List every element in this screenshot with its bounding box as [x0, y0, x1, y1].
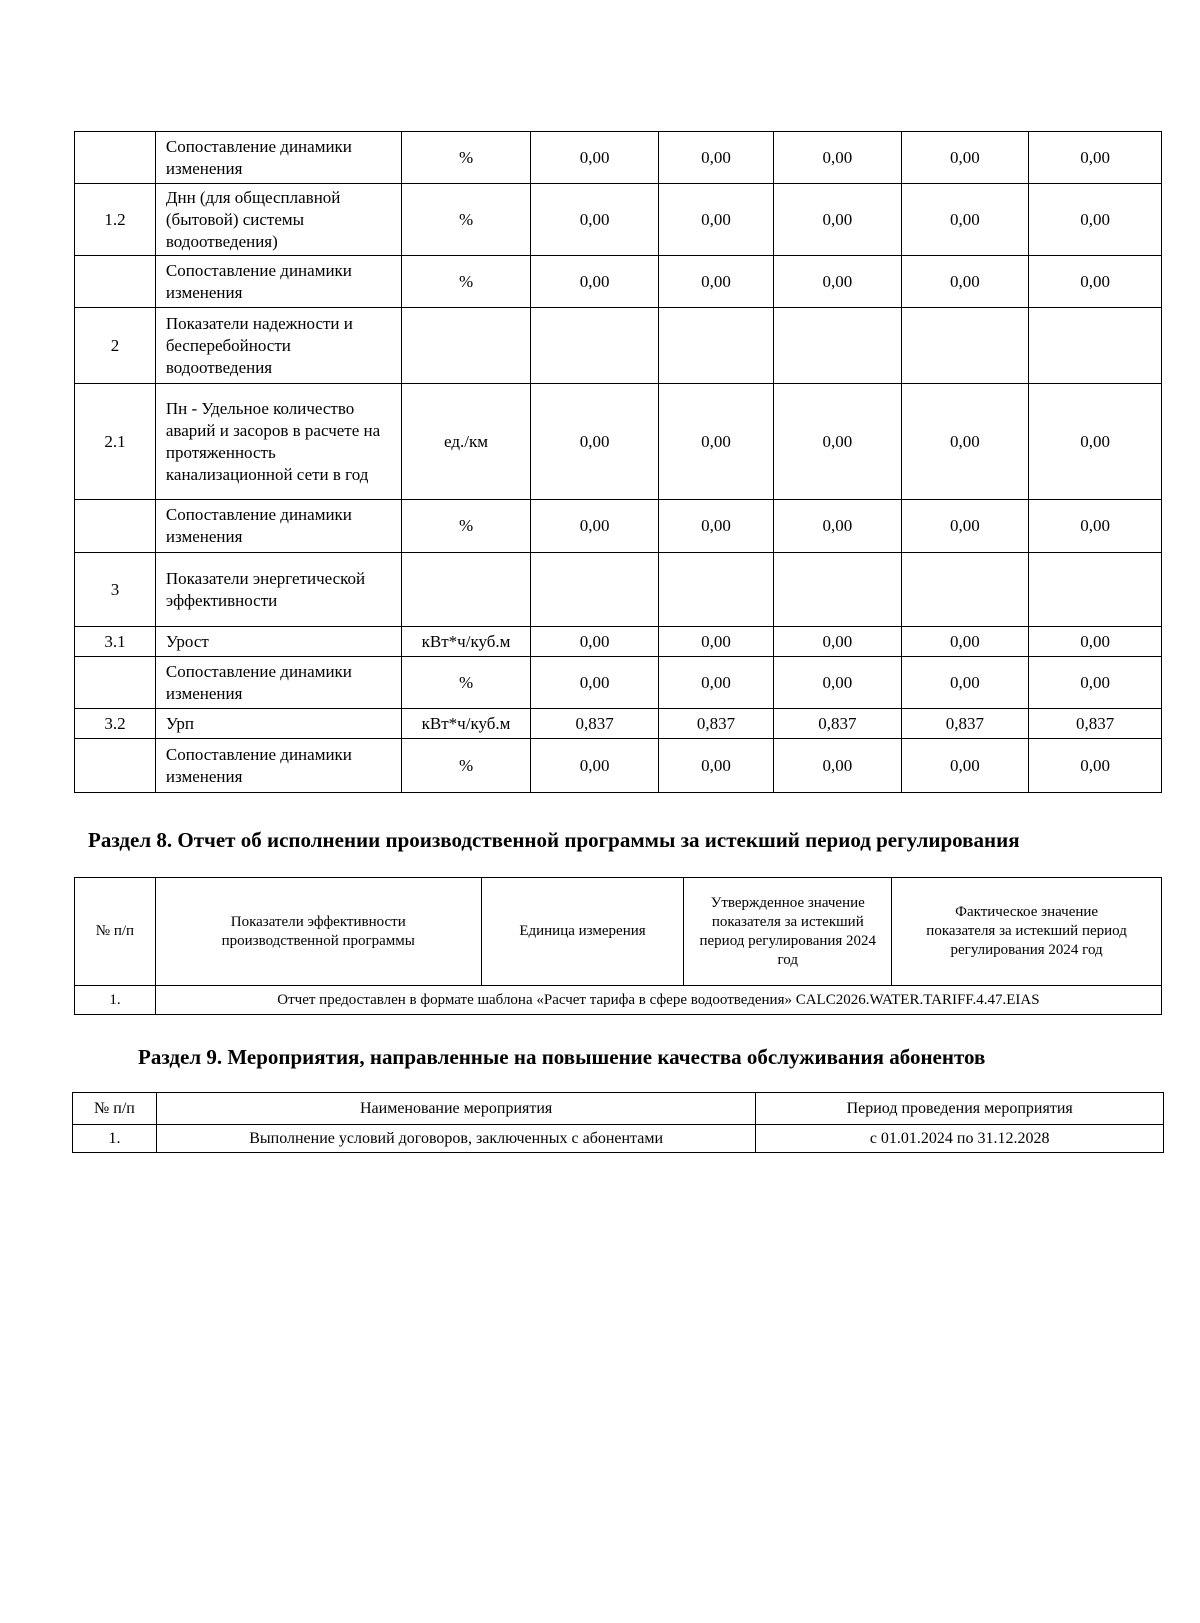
value-cell: 0,00: [658, 627, 773, 657]
value-cell: 0,00: [774, 627, 902, 657]
value-cell: 0,00: [1029, 657, 1162, 709]
value-cell: [1029, 308, 1162, 384]
table-row: [75, 709, 1162, 739]
value-cell: 0,837: [1029, 709, 1162, 739]
unit-cell: [401, 553, 531, 627]
value-cell: 0,00: [531, 184, 659, 256]
value-cell: 0,00: [658, 184, 773, 256]
table-row: [75, 384, 1162, 500]
value-cell: 0,00: [774, 739, 902, 793]
value-cell: 0,00: [658, 132, 773, 184]
table-row: [75, 986, 1162, 1015]
row-number: [75, 739, 156, 793]
value-cell: 0,00: [901, 500, 1029, 553]
report-note: Отчет предоставлен в формате шаблона «Расчет тарифа в сфере водоотведения» CALC2026.WATER.TARIFF.4.47.EIAS: [155, 986, 1161, 1015]
indicators-table: [74, 131, 1162, 793]
row-number: 3.2: [75, 709, 156, 739]
value-cell: 0,00: [658, 500, 773, 553]
value-cell: 0,837: [774, 709, 902, 739]
unit-cell: кВт*ч/куб.м: [401, 627, 531, 657]
indicator-name: Сопоставление динамики изменения: [155, 657, 401, 709]
value-cell: 0,00: [1029, 132, 1162, 184]
indicator-name: Пн - Удельное количество аварий и засоров в расчете на протяженность канализационной сети в год: [155, 384, 401, 500]
value-cell: [901, 308, 1029, 384]
value-cell: 0,837: [901, 709, 1029, 739]
row-number: 1.: [73, 1125, 157, 1153]
value-cell: [774, 553, 902, 627]
section-9-table-body: [73, 1125, 1164, 1153]
unit-cell: [401, 308, 531, 384]
row-number: [75, 500, 156, 553]
indicator-name: Сопоставление динамики изменения: [155, 132, 401, 184]
value-cell: 0,00: [658, 256, 773, 308]
header-row: [75, 878, 1162, 986]
indicator-name: Сопоставление динамики изменения: [155, 500, 401, 553]
value-cell: 0,00: [531, 500, 659, 553]
table-row: [75, 132, 1162, 184]
section-8-table-head: [75, 878, 1162, 986]
section-9-table-head: [73, 1093, 1164, 1125]
row-number: 2: [75, 308, 156, 384]
value-cell: 0,00: [774, 184, 902, 256]
value-cell: 0,00: [774, 657, 902, 709]
value-cell: 0,00: [1029, 384, 1162, 500]
header-approved: Утвержденное значение показателя за истекший период регулирования 2024 год: [684, 878, 892, 986]
table-row: [75, 627, 1162, 657]
activity-name: Выполнение условий договоров, заключенных с абонентами: [156, 1125, 755, 1153]
value-cell: 0,00: [658, 657, 773, 709]
activity-period: с 01.01.2024 по 31.12.2028: [756, 1125, 1164, 1153]
value-cell: 0,00: [531, 739, 659, 793]
indicator-name: Днн (для общесплавной (бытовой) системы водоотведения): [155, 184, 401, 256]
value-cell: 0,00: [531, 384, 659, 500]
value-cell: 0,00: [658, 384, 773, 500]
table-row: [75, 256, 1162, 308]
section-8-table: [74, 877, 1162, 1015]
value-cell: 0,00: [774, 384, 902, 500]
row-number: [75, 657, 156, 709]
value-cell: 0,00: [774, 500, 902, 553]
header-num: № п/п: [75, 878, 156, 986]
value-cell: [901, 553, 1029, 627]
value-cell: 0,00: [1029, 500, 1162, 553]
value-cell: [531, 308, 659, 384]
table-row: [75, 553, 1162, 627]
value-cell: 0,00: [1029, 627, 1162, 657]
value-cell: 0,00: [658, 739, 773, 793]
value-cell: 0,00: [901, 384, 1029, 500]
value-cell: [774, 308, 902, 384]
section-9-title: Раздел 9. Мероприятия, направленные на повышение качества обслуживания абонентов: [138, 1045, 986, 1069]
value-cell: 0,837: [658, 709, 773, 739]
row-number: 2.1: [75, 384, 156, 500]
row-number: [75, 132, 156, 184]
row-number: 1.2: [75, 184, 156, 256]
value-cell: [531, 553, 659, 627]
indicator-name: Сопоставление динамики изменения: [155, 739, 401, 793]
value-cell: 0,837: [531, 709, 659, 739]
value-cell: 0,00: [901, 657, 1029, 709]
section-9-table: [72, 1092, 1164, 1153]
indicator-name: Урп: [155, 709, 401, 739]
header-period: Период проведения мероприятия: [756, 1093, 1164, 1125]
unit-cell: %: [401, 184, 531, 256]
unit-cell: %: [401, 500, 531, 553]
value-cell: 0,00: [774, 132, 902, 184]
indicator-name: Показатели надежности и бесперебойности водоотведения: [155, 308, 401, 384]
header-row: [73, 1093, 1164, 1125]
table-row: [75, 308, 1162, 384]
section-8-table-body: [75, 986, 1162, 1015]
header-unit: Единица измерения: [481, 878, 684, 986]
header-num: № п/п: [73, 1093, 157, 1125]
value-cell: 0,00: [531, 627, 659, 657]
row-number: 1.: [75, 986, 156, 1015]
value-cell: 0,00: [531, 657, 659, 709]
value-cell: 0,00: [1029, 739, 1162, 793]
indicator-name: Показатели энергетической эффективности: [155, 553, 401, 627]
section-8-title: Раздел 8. Отчет об исполнении производственной программы за истекший период регулирования: [88, 828, 1020, 852]
unit-cell: %: [401, 256, 531, 308]
indicator-name: Урост: [155, 627, 401, 657]
value-cell: 0,00: [1029, 184, 1162, 256]
unit-cell: %: [401, 657, 531, 709]
table-row: [75, 657, 1162, 709]
value-cell: [1029, 553, 1162, 627]
value-cell: 0,00: [901, 739, 1029, 793]
row-number: 3: [75, 553, 156, 627]
header-indicator: Показатели эффективности производственной программы: [155, 878, 481, 986]
unit-cell: ед./км: [401, 384, 531, 500]
table-row: [75, 184, 1162, 256]
value-cell: 0,00: [901, 256, 1029, 308]
header-actual: Фактическое значение показателя за истекший период регулирования 2024 год: [892, 878, 1162, 986]
indicator-name: Сопоставление динамики изменения: [155, 256, 401, 308]
value-cell: [658, 308, 773, 384]
value-cell: 0,00: [901, 184, 1029, 256]
value-cell: 0,00: [531, 256, 659, 308]
value-cell: 0,00: [1029, 256, 1162, 308]
header-activity-name: Наименование мероприятия: [156, 1093, 755, 1125]
value-cell: 0,00: [901, 627, 1029, 657]
table-row: [75, 500, 1162, 553]
table-row: [75, 739, 1162, 793]
table-row: [73, 1125, 1164, 1153]
unit-cell: %: [401, 739, 531, 793]
indicators-table-body: [75, 132, 1162, 793]
row-number: 3.1: [75, 627, 156, 657]
value-cell: 0,00: [901, 132, 1029, 184]
value-cell: 0,00: [774, 256, 902, 308]
row-number: [75, 256, 156, 308]
value-cell: 0,00: [531, 132, 659, 184]
value-cell: [658, 553, 773, 627]
unit-cell: кВт*ч/куб.м: [401, 709, 531, 739]
unit-cell: %: [401, 132, 531, 184]
